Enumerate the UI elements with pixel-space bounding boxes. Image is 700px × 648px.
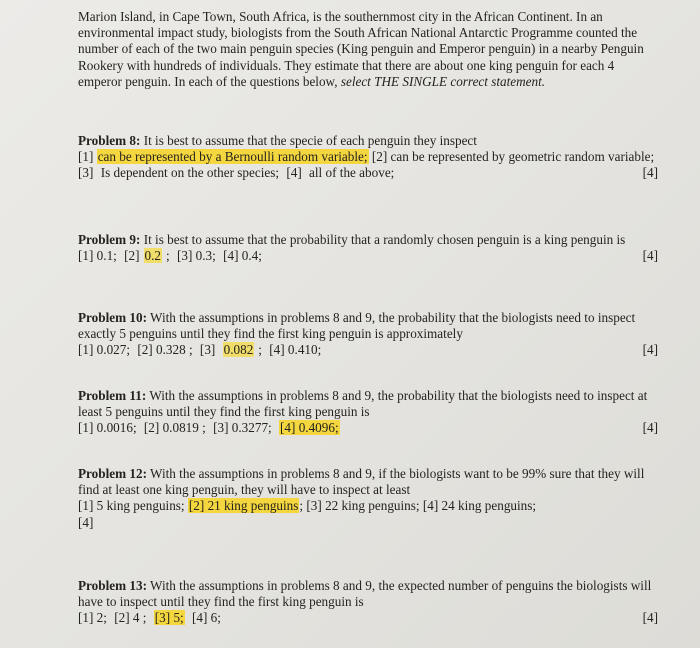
problem-11-label: Problem 11: [78,388,147,403]
problem-10-option-1[interactable]: [1] 0.027; [78,342,131,358]
problem-9-option-2-num[interactable]: [2] [124,248,140,264]
problem-12-option-3[interactable]: [3] 22 king penguins; [306,498,420,514]
problem-10-text: With the assumptions in problems 8 and 9, the probability that the biologists need to inspect exactly 5 penguins until they find the first king penguin is approximately [78,310,636,342]
problem-8-option-1[interactable]: can be represented by a Bernoulli random variable; [97,149,368,165]
problem-10 [78,310,658,359]
problem-9-points: [4] [642,248,658,264]
problem-11-option-1[interactable]: [1] 0.0016; [78,420,137,436]
problem-13-option-4[interactable]: [4] 6; [192,610,221,626]
intro-instruction: select THE SINGLE correct statement. [340,73,546,89]
problem-10-option-2[interactable]: [2] 0.328 ; [137,342,193,358]
problem-8-option-2[interactable]: can be represented by geometric random variable; [390,149,655,165]
problem-10-option-3-sep: ; [258,342,262,358]
problem-8-text: It is best to assume that the specie of each penguin they inspect [143,133,477,148]
problem-9-option-2-sep: ; [166,248,170,264]
problem-9-option-2[interactable]: 0.2 [144,248,161,264]
problem-9-option-3[interactable]: [3] 0.3; [176,248,216,264]
problem-9-option-1[interactable]: [1] 0.1; [78,248,117,264]
problem-13-option-3[interactable]: [3] 5; [154,610,184,626]
problem-12-option-2-sep: ; [299,498,304,514]
problem-10-points: [4] [642,342,658,358]
problem-9-text: It is best to assume that the probability that a randomly chosen penguin is a king penguin is [143,232,626,247]
intro-text: Marion Island, in Cape Town, South Africa, is the southernmost city in the African Continent. In an environmental impact study, biologists from the South African National Antarctic Programme counted the number of each of the two main penguin species (King penguin and Emperor penguin) in a nearby Penguin Rookery with hundreds of individuals. They estimate that there are about one king penguin for each 4 emperor penguin. In each of the questions below, [78,9,644,89]
problem-10-option-3[interactable]: 0.082 [223,342,254,358]
problem-13-label: Problem 13: [78,578,147,593]
problem-10-label: Problem 10: [78,310,147,325]
problem-8-option-3[interactable]: Is dependent on the other species; [100,165,280,181]
problem-11-option-3[interactable]: [3] 0.3277; [213,420,272,436]
problem-11-option-4[interactable]: [4] 0.4096; [280,420,339,436]
problem-8 [78,133,658,182]
problem-10-option-4[interactable]: [4] 0.410; [269,342,322,358]
problem-13-option-2[interactable]: [2] 4 ; [114,610,147,626]
problem-9-option-4[interactable]: [4] 0.4; [223,248,262,264]
problem-11-text: With the assumptions in problems 8 and 9, the probability that the biologists need to inspect at least 5 penguins until they find the first king penguin is [78,388,648,420]
problem-13-text: With the assumptions in problems 8 and 9, the expected number of penguins the biologists will have to inspect until they find the first king penguin is [78,578,652,610]
problem-9-label: Problem 9: [78,232,141,247]
problem-13-points: [4] [642,610,658,626]
problem-11 [78,388,658,437]
problem-8-points: [4] [642,165,658,181]
problem-8-option-2-num[interactable]: [2] [371,149,388,165]
problem-13 [78,578,658,627]
problem-12 [78,466,658,531]
problem-12-label: Problem 12: [78,466,147,481]
problem-12-points: [4] [78,514,94,530]
problem-11-option-2[interactable]: [2] 0.0819 ; [143,420,206,436]
problem-8-option-1-num[interactable]: [1] [78,149,94,165]
problem-13-option-1[interactable]: [1] 2; [78,610,107,626]
intro-paragraph [78,9,658,90]
problem-10-option-3-num[interactable]: [3] [199,342,216,358]
problem-12-option-2[interactable]: [2] 21 king penguins [188,498,299,514]
problem-12-text: With the assumptions in problems 8 and 9, if the biologists want to be 99% sure that they will find at least one king penguin, they will have to inspect at least [78,466,645,498]
problem-12-option-4[interactable]: [4] 24 king penguins; [422,498,537,514]
problem-8-option-4[interactable]: all of the above; [309,165,395,181]
problem-11-points: [4] [642,420,658,436]
problem-9 [78,232,658,264]
problem-8-option-3-num[interactable]: [3] [78,165,94,181]
problem-12-option-1[interactable]: [1] 5 king penguins; [78,498,185,514]
problem-8-label: Problem 8: [78,133,141,148]
problem-8-option-4-num[interactable]: [4] [286,165,302,181]
